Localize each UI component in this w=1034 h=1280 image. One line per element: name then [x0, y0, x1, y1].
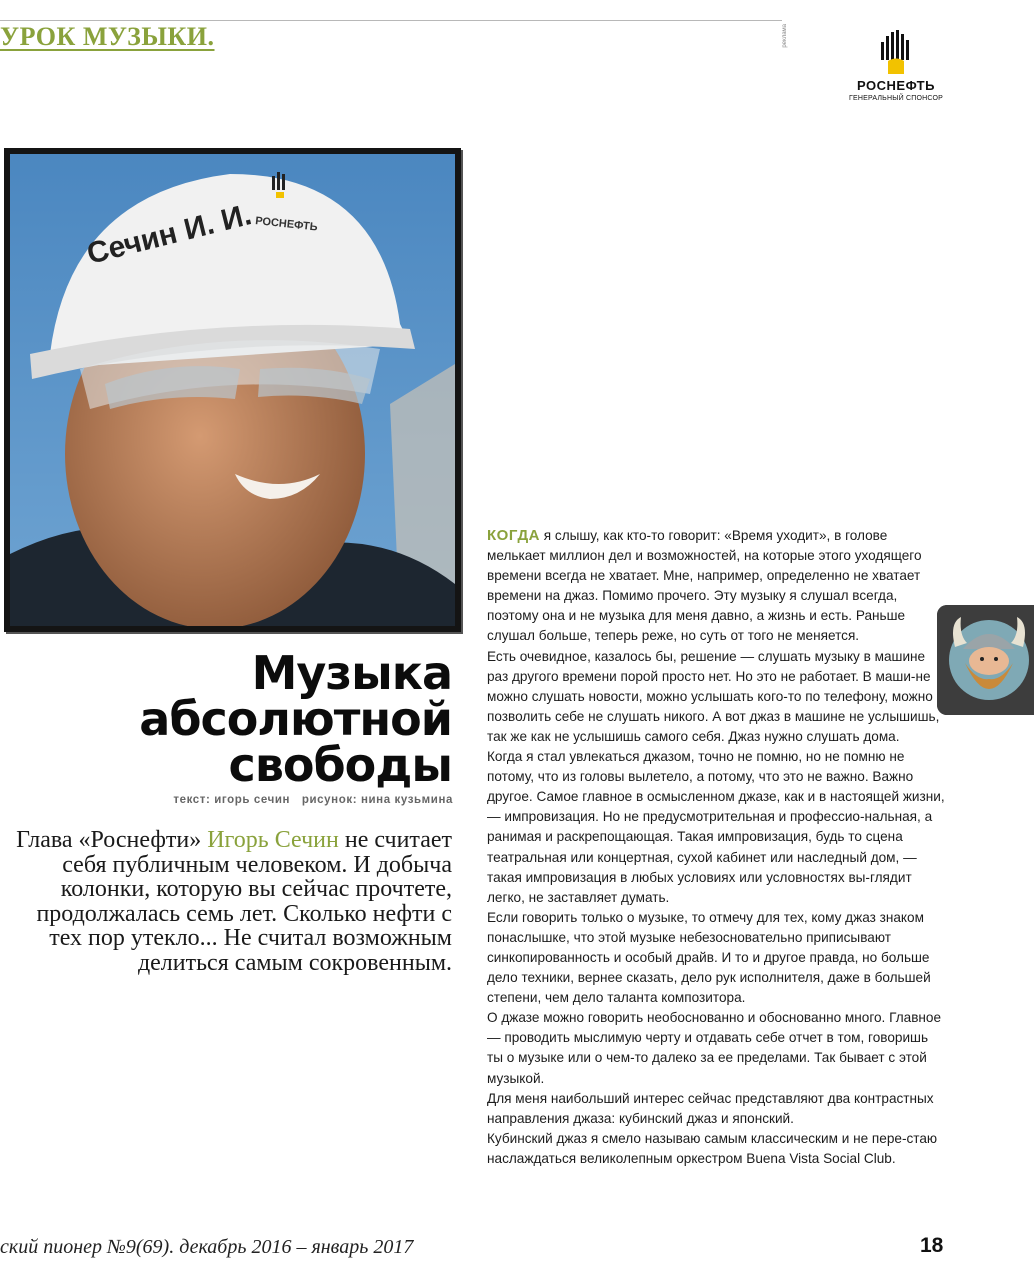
issue-info: ский пионер №9(69). декабрь 2016 – январь 2017	[0, 1236, 414, 1258]
article-credits	[173, 794, 453, 806]
body-paragraph-2: Есть очевидное, казалось бы, решение — слушать музыку в машине раз другого времени порой просто нет. Но это не работает. В маши-не можно слушать новости, можно услышать кого-то по телефону, можно позволить себе не слушать никого. А вот джаз в машине не услышишь, так же как не услышишь самого себя. Джаз нужно слушать дома.	[487, 648, 940, 744]
drop-cap: КОГДА	[487, 527, 540, 544]
body-paragraph-7: Кубинский джаз я смело называю самым классическим и не пере-стаю наслаждаться великолепным оркестром Buena Vista Social Club.	[487, 1130, 938, 1166]
body-paragraph-3: Когда я стал увлекаться джазом, точно не помню, но не помню не потому, что из головы вылетело, а потому, что это не важно. Важно другое. Самое главное в осмысленном джазе, как и в настоящей жизни, — импровизация. Но не предусмотрительная и профессио-нальная, а ранимая и раскрепощающая. Такая импровизация, будь то сцена театральная или концертная, сухой кабинет или наследный дом, — такая импровизация в любых условиях или условностях вы-глядит легко, не заставляет думать.	[487, 749, 945, 905]
article-body	[487, 526, 947, 1169]
art-label: рисунок:	[301, 794, 358, 806]
body-paragraph-1: КОГДА я слышу, как кто-то говорит: «Время уходит», в голове мелькает миллион дел и возможностей, на которые этого уходящего времени всегда не хватает. Мне, например, определенно не хватает времени на джаз. Помимо прочего. Эту музыку я слушал всегда, поэтому она и не музыка для меня давно, а жизнь и есть. Раньше слушал больше, теперь реже, но суть от того не меняется.	[487, 527, 922, 644]
lead-author-name[interactable]: Игорь Сечин	[207, 827, 339, 853]
section-title[interactable]: УРОК МУЗЫКИ.	[0, 22, 215, 51]
body-paragraph-6: Для меня наибольший интерес сейчас представляют два контрастных направления джаза: кубинский джаз и японский.	[487, 1090, 934, 1126]
page-number: 18	[920, 1234, 944, 1257]
helmet-logo-text: РОСНЕФТЬ	[254, 215, 319, 234]
article-headline	[139, 646, 452, 792]
viking-icon[interactable]	[937, 605, 1034, 715]
headline-line-2: абсолютной	[139, 692, 452, 746]
sponsor-block[interactable]	[836, 30, 956, 102]
author-name[interactable]: игорь сечин	[214, 794, 291, 806]
text-label: текст:	[173, 794, 211, 806]
rosneft-logo-icon	[879, 30, 913, 74]
headline-line-3: свободы	[228, 738, 452, 792]
article-lead	[2, 828, 452, 975]
portrait-photo	[4, 148, 461, 632]
body-paragraph-5: О джазе можно говорить необоснованно и обоснованно много. Главное — проводить мыслимую черту и отдавать себе отчет в том, говоришь ты о музыке или о чем-то далеко за ее пределами. Так бывает с этой музыкой.	[487, 1010, 942, 1086]
helmet-name: Сечин И. И.	[83, 198, 255, 271]
headline-line-1: Музыка	[251, 646, 452, 700]
body-paragraph-4: Если говорить только о музыке, то отмечу для тех, кому джаз знаком понаслышке, что этой музыке небезосновательно приписывают синкопированность и особый драйв. И то и другое правда, но больше дело техники, вернее сказать, дело рук исполнителя, даже в большей степени, чем дело таланта композитора.	[487, 909, 931, 1006]
lead-text-start: Глава «Роснефти»	[16, 827, 208, 853]
sponsor-name: РОСНЕФТЬ	[857, 78, 935, 93]
ad-label: реклама	[782, 24, 788, 48]
sponsor-subtitle: ГЕНЕРАЛЬНЫЙ СПОНСОР	[848, 95, 944, 102]
header-rule	[0, 20, 782, 21]
artist-name[interactable]: нина кузьмина	[360, 794, 453, 806]
lead-text-end: не считает себя публичным человеком. И добыча колонки, которую вы сейчас прочтете, продолжалась семь лет. Сколько нефти с тех пор утекло... Не считал возможным делиться самым сокровенным.	[36, 827, 452, 976]
